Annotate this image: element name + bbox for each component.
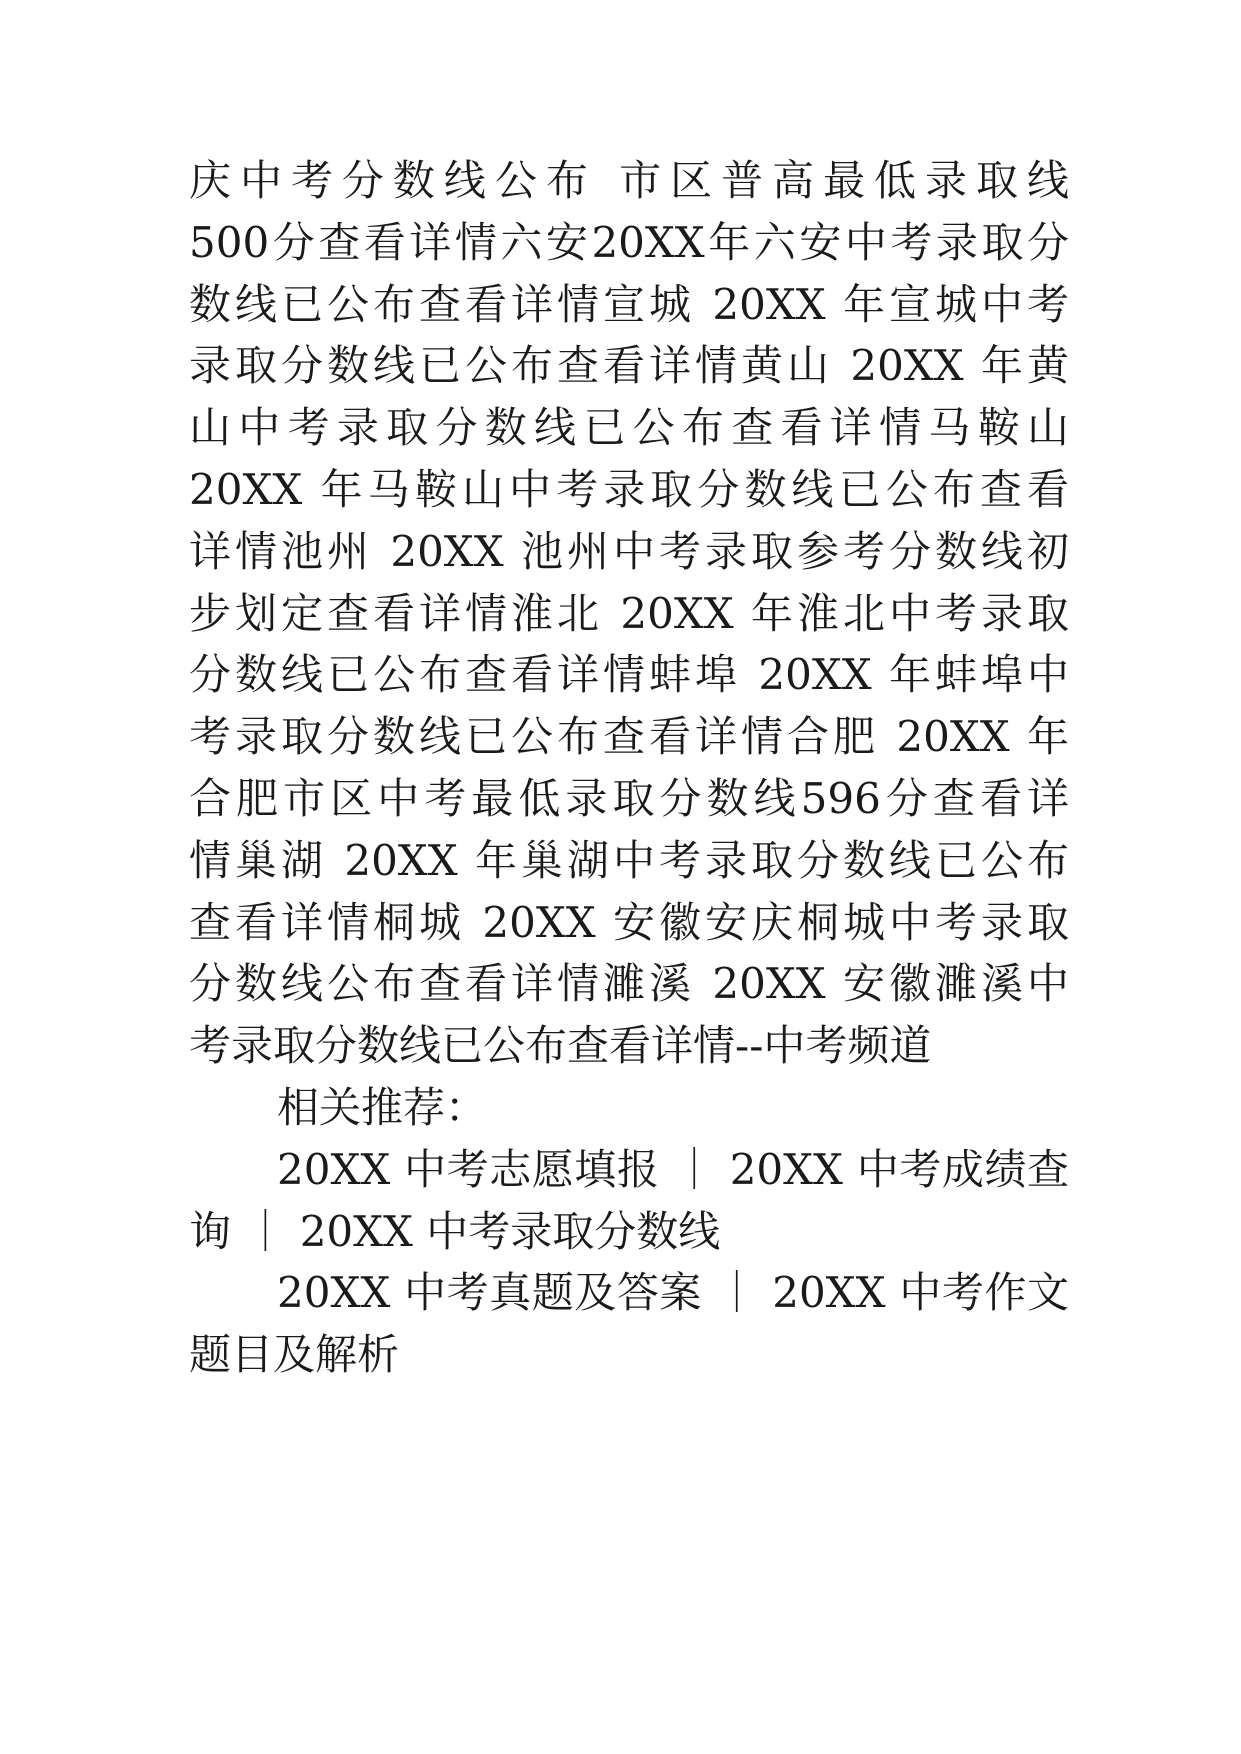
related-links-row-1[interactable]: 20XX 中考志愿填报 ｜ 20XX 中考成绩查 xyxy=(277,1144,1069,1194)
related-links-row-2-cont[interactable]: 题目及解析 xyxy=(189,1330,400,1380)
body-line: 山中考录取分数线已公布查看详情马鞍山 xyxy=(189,403,1069,453)
document-body xyxy=(189,150,1069,1386)
body-line: 500分查看详情六安20XX年六安中考录取分 xyxy=(189,217,1069,267)
body-line: 合肥市区中考最低录取分数线596分查看详 xyxy=(189,773,1069,823)
body-line: 数线已公布查看详情宣城 20XX 年宣城中考 xyxy=(189,279,1069,329)
related-links-row-2[interactable]: 20XX 中考真题及答案 ｜ 20XX 中考作文 xyxy=(277,1268,1069,1318)
related-links-row-1-cont[interactable]: 询 ｜ 20XX 中考录取分数线 xyxy=(189,1206,721,1256)
body-line: 20XX 年马鞍山中考录取分数线已公布查看 xyxy=(189,464,1069,514)
related-heading: 相关推荐： xyxy=(277,1082,488,1132)
body-line: 步划定查看详情淮北 20XX 年淮北中考录取 xyxy=(189,588,1069,638)
body-line: 情巢湖 20XX 年巢湖中考录取分数线已公布 xyxy=(189,835,1069,885)
body-line: 分数线已公布查看详情蚌埠 20XX 年蚌埠中 xyxy=(189,650,1069,700)
body-line: 考录取分数线已公布查看详情--中考频道 xyxy=(189,1021,932,1071)
body-line: 考录取分数线已公布查看详情合肥 20XX 年 xyxy=(189,712,1069,762)
body-line: 庆中考分数线公布 市区普高最低录取线 xyxy=(189,156,1069,205)
body-line: 分数线公布查看详情濉溪 20XX 安徽濉溪中 xyxy=(189,959,1069,1009)
body-line: 详情池州 20XX 池州中考录取参考分数线初 xyxy=(189,526,1069,576)
body-line: 查看详情桐城 20XX 安徽安庆桐城中考录取 xyxy=(189,897,1069,947)
body-line: 录取分数线已公布查看详情黄山 20XX 年黄 xyxy=(189,341,1069,391)
